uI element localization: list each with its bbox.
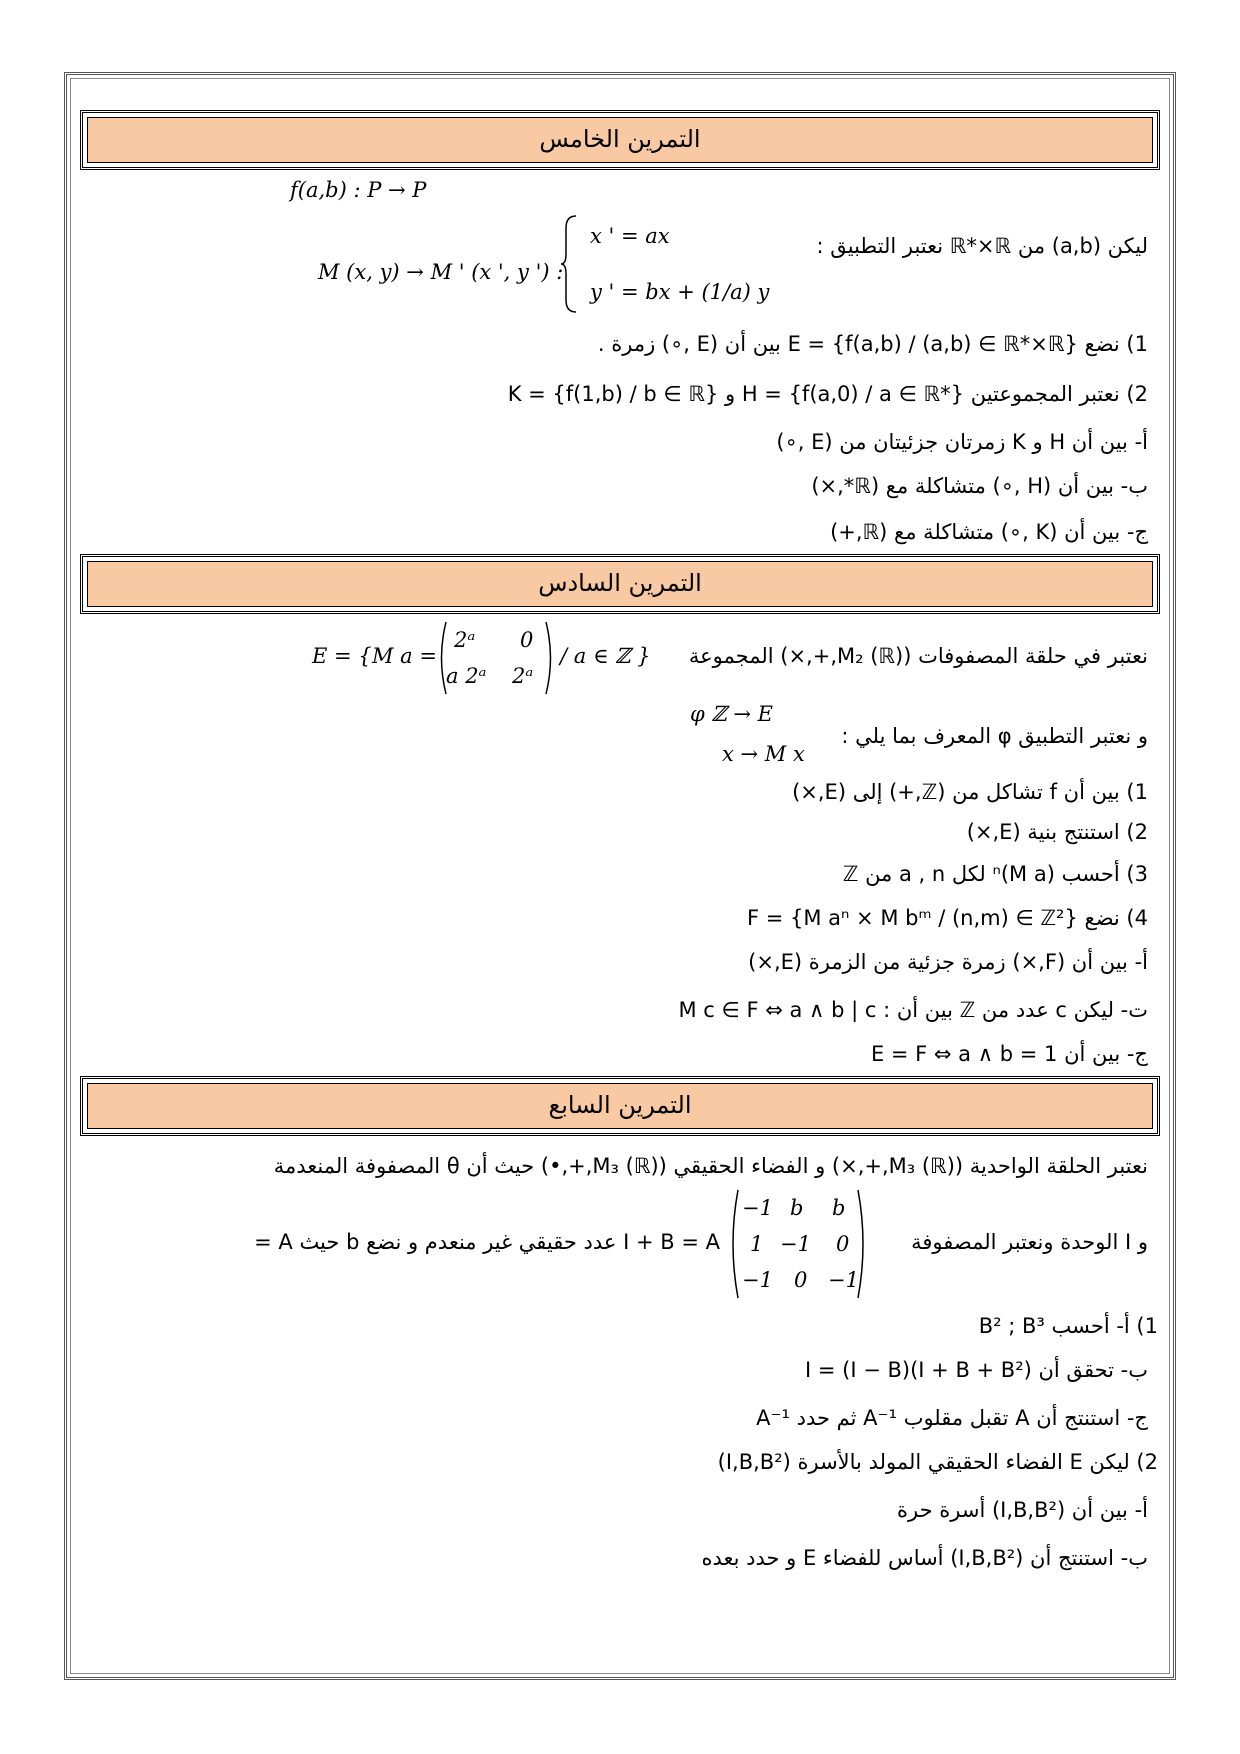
ex5-qc: ج- بين أن (K ,∘) متشاكلة مع (ℝ,+) (830, 520, 1148, 544)
exercise-7-banner (80, 1076, 1160, 1136)
matrix-cell: b (832, 1196, 846, 1220)
exercise-5-banner (80, 110, 1160, 170)
ex5-system-brace (560, 214, 590, 314)
ex6-qb: ت- ليكن c عدد من ℤ بين أن : M c ∈ F ⇔ a ∧ b | c (678, 998, 1148, 1022)
ex7-q1c: ج- استنتج أن A تقبل مقلوب A⁻¹ ثم حدد A⁻¹ (756, 1406, 1148, 1430)
ex7-qb: ب- استنتج أن (I,B,B²) أساس للفضاء E و حدد بعده (701, 1546, 1148, 1570)
ex6-phi-map: φ ℤ → E (690, 702, 773, 726)
ex5-q2: 2) نعتبر المجموعتين H = {f(a,0) / a ∈ ℝ*} و K = {f(1,b) / b ∈ ℝ} (507, 382, 1148, 406)
ex7-line2-b: = A حيث b عدد حقيقي غير منعدم و نضع I + B = A (254, 1230, 720, 1254)
matrix-cell: −1 (828, 1268, 859, 1292)
ex5-eq2: y ' = bx + (1/a) y (590, 280, 770, 304)
matrix-cell: 1 (750, 1232, 764, 1256)
matrix-cell: 2ᵃ (454, 628, 476, 652)
ex6-intro: نعتبر في حلقة المصفوفات (M₂ (ℝ),+,×) المجموعة (688, 644, 1148, 668)
ex5-map-header: f(a,b) : P → P (290, 178, 427, 202)
matrix-cell: 2ᵃ (512, 664, 534, 688)
ex5-map-lhs: M (x, y) → M ' (x ', y ') : (318, 260, 564, 284)
matrix-cell: −1 (742, 1196, 773, 1220)
ex7-q2: 2) ليكن E الفضاء الحقيقي المولد بالأسرة (I,B,B²) (717, 1450, 1158, 1474)
ex7-line2-a: و I الوحدة ونعتبر المصفوفة (911, 1230, 1148, 1254)
ex6-qc: ج- بين أن E = F ⇔ a ∧ b = 1 (870, 1042, 1148, 1066)
ex6-set-lhs: E = { (312, 644, 372, 668)
ex6-q3: 3) أحسب (M a)ⁿ لكل a , n من ℤ (842, 862, 1148, 886)
matrix-cell: a 2ᵃ (446, 664, 487, 688)
ex6-qa: أ- بين أن (F,×) زمرة جزئية من الزمرة (E,×) (748, 950, 1148, 974)
ex7-q1a: 1) أ- أحسب B² ; B³ (978, 1314, 1158, 1338)
ex6-q2: 2) استنتج بنية (E,×) (966, 820, 1148, 844)
ex6-q4: 4) نضع F = {M aⁿ × M bᵐ / (n,m) ∈ ℤ²} (746, 906, 1148, 930)
ex7-qa: أ- بين أن (I,B,B²) أسرة حرة (897, 1498, 1148, 1522)
ex6-q1: 1) بين أن f تشاكل من (ℤ,+) إلى (E,×) (792, 780, 1148, 804)
ex5-eq1: x ' = ax (590, 224, 670, 248)
matrix-cell: −1 (780, 1232, 811, 1256)
ex6-set-rhs: / a ∈ ℤ } (560, 644, 651, 668)
matrix-cell: −1 (742, 1268, 773, 1292)
exercise-5-title: التمرين الخامس (87, 117, 1153, 163)
ex5-qa: أ- بين أن H و K زمرتان جزئيتان من (E ,∘) (776, 430, 1148, 454)
ex6-set-mid: M a = (372, 644, 437, 668)
brace-shape (560, 214, 580, 314)
ex7-intro: نعتبر الحلقة الواحدية (M₃ (ℝ),+,×) و الفضاء الحقيقي (M₃ (ℝ),+,•) حيث أن θ المصفوفة المنعدمة (273, 1154, 1148, 1178)
ex5-q1: 1) نضع E = {f(a,b) / (a,b) ∈ ℝ*×ℝ} بين أن (E ,∘) زمرة . (597, 332, 1148, 356)
ex7-q1b: ب- تحقق أن I = (I − B)(I + B + B²) (805, 1358, 1148, 1382)
ex5-qb: ب- بين أن (H ,∘) متشاكلة مع (ℝ*,×) (811, 474, 1148, 498)
ex6-phi-rule: x → M x (722, 742, 805, 766)
exercise-7-title: التمرين السابع (87, 1083, 1153, 1129)
ex6-matrix (436, 620, 556, 696)
ex5-intro: ليكن (a,b) من ℝ*×ℝ نعتبر التطبيق : (816, 234, 1148, 258)
exercise-6-banner (80, 554, 1160, 614)
ex7-matrix (728, 1188, 868, 1300)
ex6-phi-intro: و نعتبر التطبيق φ المعرف بما يلي : (841, 724, 1148, 748)
exercise-6-title: التمرين السادس (87, 561, 1153, 607)
matrix-cell: b (790, 1196, 804, 1220)
matrix-cell: 0 (520, 628, 534, 652)
matrix-cell: 0 (836, 1232, 850, 1256)
matrix-cell: 0 (794, 1268, 808, 1292)
